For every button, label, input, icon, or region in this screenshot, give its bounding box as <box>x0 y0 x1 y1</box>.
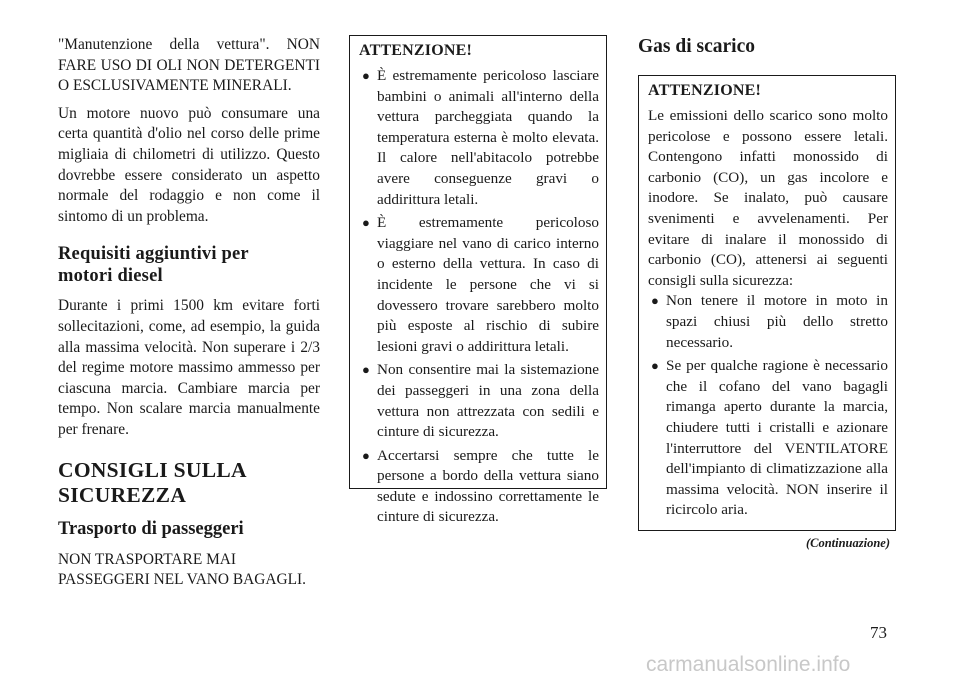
exhaust-list <box>648 291 888 521</box>
list-item: ● Non tenere il motore in moto in spazi chiusi più dello stretto necessario. <box>651 292 888 351</box>
bullet-icon: ● <box>362 362 370 378</box>
intro-paragraph: "Manutenzione della vettura". NON FARE USO DI OLI NON DETERGENTI O ESCLUSIVAMENTE MINERALI. <box>58 36 320 95</box>
passenger-transport-paragraph: NON TRASPORTARE MAI PASSEGGERI NEL VANO BAGAGLI. <box>58 550 306 589</box>
diesel-heading: Requisiti aggiuntivi per motori diesel <box>58 244 249 287</box>
warning-box-passengers <box>349 35 607 526</box>
oil-consumption-paragraph: Un motore nuovo può consumare una certa quantità d'olio nel corso delle prime migliaia di chilometri di utilizzo. Questo dovrebbe essere considerato un aspetto normale del rodaggio e non come il sintomo di un problema. <box>58 104 320 225</box>
bullet-icon: ● <box>651 293 659 309</box>
exhaust-heading: Gas di scarico <box>638 36 755 57</box>
diesel-paragraph: Durante i primi 1500 km evitare forti sollecitazioni, come, ad esempio, la guida alla massima velocità. Non superare i 2/3 del regime motore massimo ammesso per ciascuna marcia. Cambiare marcia per tempo. Non scalare marcia manualmente per frenare. <box>58 297 320 438</box>
page-number: 73 <box>870 623 887 642</box>
left-column <box>58 0 320 591</box>
list-item: ● Accertarsi sempre che tutte le persone a bordo della vettura siano sedute e indossino correttamente le cinture di sicurezza. <box>362 446 599 526</box>
safety-heading: CONSIGLI SULLA SICUREZZA <box>58 457 247 507</box>
list-item: ● È estremamente pericoloso lasciare bambini o animali all'interno della vettura parcheggiata quando la temperatura esterna è molto elevata. Il calore nell'abitacolo potrebbe avere conseguenze gravi o addirittura letali. <box>362 67 599 208</box>
list-item: ● È estremamente pericoloso viaggiare nel vano di carico interno o esterno della vettura. In caso di incidente le persone che vi si dovessero trovare sarebbero molto più esposte al rischio di subire lesioni gravi o addirittura letali. <box>362 214 599 355</box>
list-item: ● Se per qualche ragione è necessario che il cofano del vano bagagli rimanga aperto durante la marcia, chiudere tutti i cristalli e azionare l'interruttore del VENTILATORE dell'impianto di climatizzazione alla massima velocità. NON inserire il ricircolo aria. <box>651 357 888 519</box>
exhaust-paragraph: Le emissioni dello scarico sono molto pericolose e possono essere letali. Contengono infatti monossido di carbonio (CO), un gas incolore e inodore. Se inalato, può causare svenimenti e avvelenamenti. Per evitare di inalare il monossido di carbonio (CO), attenersi ai seguenti consigli sulla sicurezza: <box>648 107 888 289</box>
bullet-icon: ● <box>651 358 659 374</box>
warning-list <box>359 66 599 528</box>
warning-box-exhaust <box>638 75 896 531</box>
right-column <box>638 0 896 551</box>
continuation-note: (Continuazione) <box>805 535 890 550</box>
list-item: ● Non consentire mai la sistemazione dei passeggeri in una zona della vettura non attrezzata con sedili e cinture di sicurezza. <box>362 361 599 441</box>
bullet-icon: ● <box>362 447 370 463</box>
passenger-transport-heading: Trasporto di passeggeri <box>58 518 244 539</box>
watermark: carmanualsonline.info <box>646 653 851 676</box>
middle-column <box>349 0 607 526</box>
bullet-icon: ● <box>362 68 370 83</box>
warning-title: ATTENZIONE! <box>648 82 762 99</box>
warning-title: ATTENZIONE! <box>359 42 473 59</box>
bullet-icon: ● <box>362 215 370 231</box>
